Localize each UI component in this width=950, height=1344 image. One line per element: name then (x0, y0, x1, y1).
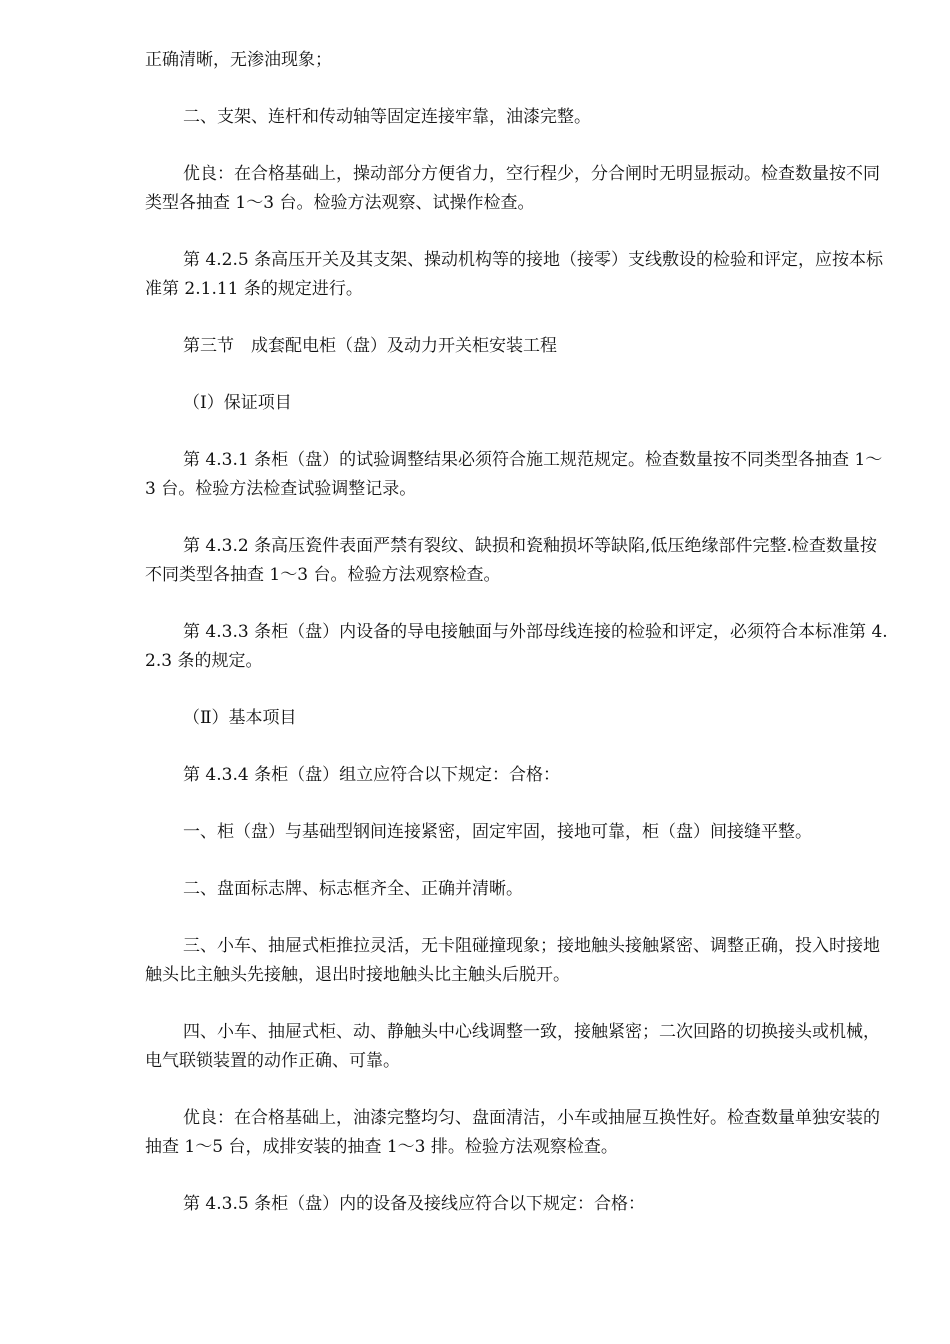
paragraph-16: 优良：在合格基础上，油漆完整均匀、盘面清洁，小车或抽屉互换性好。检查数量单独安装的抽查 1～5 台，成排安装的抽查 1～3 排。检验方法观察检查。 (145, 1108, 880, 1157)
paragraph-14: 三、小车、抽屉式柜推拉灵活，无卡阻碰撞现象；接地触头接触紧密、调整正确，投入时接地触头比主触头先接触，退出时接地触头比主触头后脱开。 (145, 936, 880, 985)
paragraph-2: 二、支架、连杆和传动轴等固定连接牢靠，油漆完整。 (183, 107, 591, 127)
paragraph-17: 第 4.3.5 条柜（盘）内的设备及接线应符合以下规定：合格： (183, 1194, 646, 1214)
paragraph-13: 二、盘面标志牌、标志框齐全、正确并清晰。 (183, 879, 523, 899)
paragraph-8: 第 4.3.2 条高压瓷件表面严禁有裂纹、缺损和瓷釉损坏等缺陷,低压绝缘部件完整.检查数量按不同类型各抽查 1～3 台。检验方法观察检查。 (145, 536, 877, 585)
section-heading: 第三节 成套配电柜（盘）及动力开关柜安装工程 (183, 336, 557, 356)
paragraph-1: 正确清晰，无渗油现象； (145, 50, 332, 70)
paragraph-12: 一、柜（盘）与基础型钢间连接紧密，固定牢固，接地可靠，柜（盘）间接缝平整。 (183, 822, 812, 842)
paragraph-7: 第 4.3.1 条柜（盘）的试验调整结果必须符合施工规范规定。检查数量按不同类型各抽查 1～3 台。检验方法检查试验调整记录。 (145, 450, 883, 499)
paragraph-11: 第 4.3.4 条柜（盘）组立应符合以下规定：合格： (183, 765, 561, 785)
paragraph-9: 第 4.3.3 条柜（盘）内设备的导电接触面与外部母线连接的检验和评定，必须符合本标准第 4.2.3 条的规定。 (145, 622, 888, 671)
subsection-heading-basic: （Ⅱ）基本项目 (183, 708, 297, 728)
paragraph-15: 四、小车、抽屉式柜、动、静触头中心线调整一致，接触紧密；二次回路的切换接头或机械，电气联锁装置的动作正确、可靠。 (145, 1022, 880, 1071)
subsection-heading-guarantee: （Ⅰ）保证项目 (183, 393, 292, 413)
paragraph-3: 优良：在合格基础上，操动部分方便省力，空行程少，分合闸时无明显振动。检查数量按不同类型各抽查 1～3 台。检验方法观察、试操作检查。 (145, 164, 880, 213)
paragraph-4: 第 4.2.5 条高压开关及其支架、操动机构等的接地（接零）支线敷设的检验和评定，应按本标准第 2.1.11 条的规定进行。 (145, 250, 884, 299)
